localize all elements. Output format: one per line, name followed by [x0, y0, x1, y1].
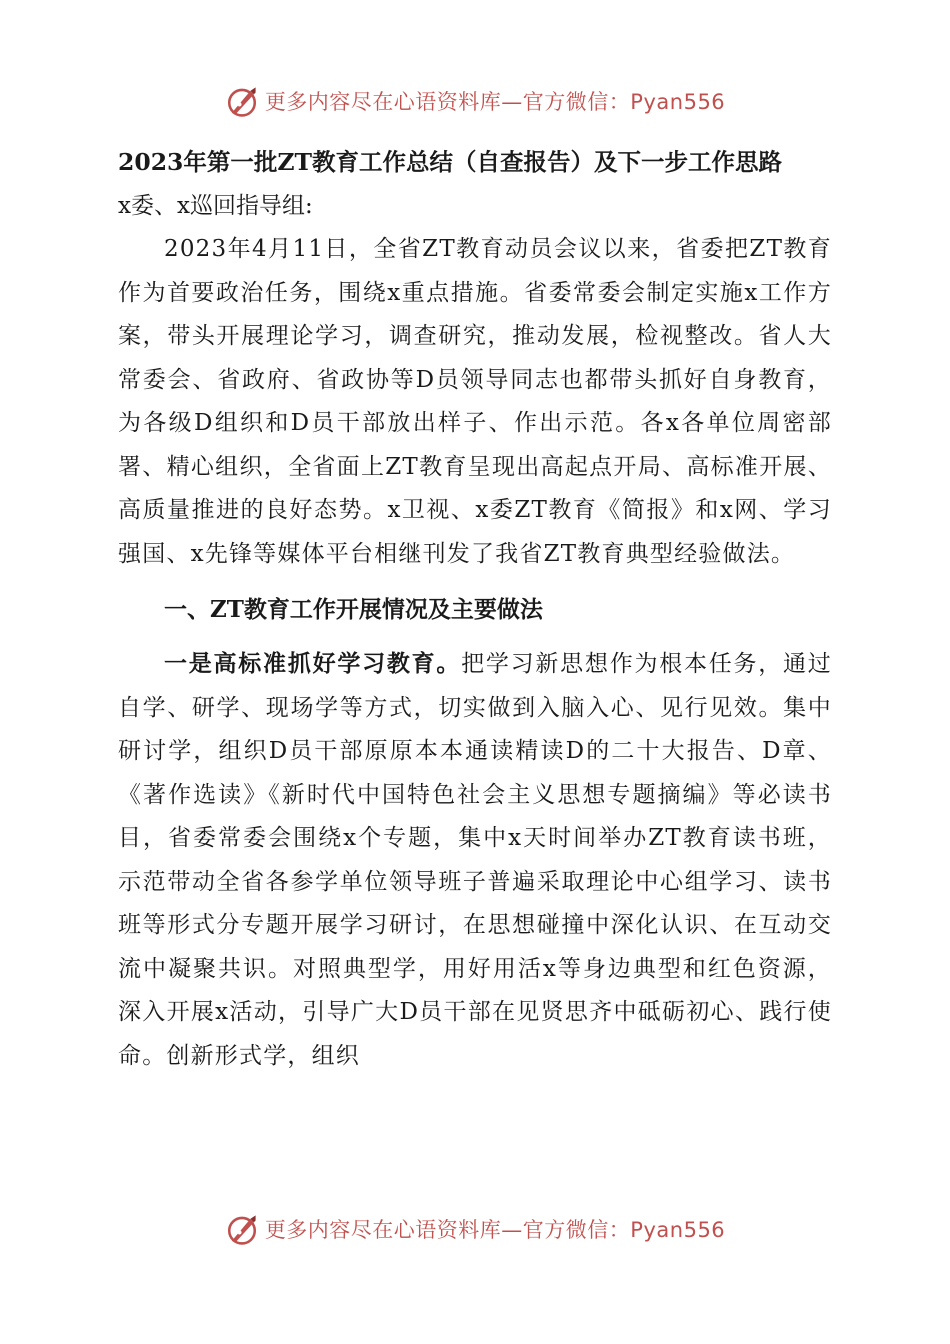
watermark-text: 更多内容尽在心语资料库—官方微信：Pyan556 — [264, 90, 726, 114]
section-paragraph — [118, 642, 832, 1078]
watermark-header — [0, 84, 950, 118]
pen-nib-logo-icon — [225, 1212, 259, 1246]
watermark-text: 更多内容尽在心语资料库—官方微信：Pyan556 — [264, 1218, 726, 1242]
intro-paragraph: 2023年4月11日，全省ZT教育动员会议以来，省委把ZT教育作为首要政治任务，围绕x重点措施。省委常委会制定实施x工作方案，带头开展理论学习，调查研究，推动发展，检视整改。省人大常委会、省政府、省政协等D员领导同志也都带头抓好自身教育，为各级D组织和D员干部放出样子、作出示范。各x各单位周密部署、精心组织，全省面上ZT教育呈现出高起点开局、高标准开展、高质量推进的良好态势。x卫视、x委ZT教育《简报》和x网、学习强国、x先锋等媒体平台相继刊发了我省ZT教育典型经验做法。 — [118, 236, 832, 567]
document-title: 2023年第一批ZT教育工作总结（自查报告）及下一步工作思路 — [118, 148, 783, 176]
section-heading: 一、ZT教育工作开展情况及主要做法 — [164, 596, 543, 623]
watermark-footer — [0, 1212, 950, 1246]
salutation: x委、x巡回指导组: — [118, 193, 313, 219]
document-body — [118, 140, 832, 1078]
paragraph-body: 把学习新思想作为根本任务，通过自学、研学、现场学等方式，切实做到入脑入心、见行见效。集中研讨学，组织D员干部原原本本通读精读D的二十大报告、D章、《著作选读》《新时代中国特色社会主义思想专题摘编》等必读书目，省委常委会围绕x个专题，集中x天时间举办ZT教育读书班，示范带动全省各参学单位领导班子普遍采取理论中心组学习、读书班等形式分专题开展学习研讨，在思想碰撞中深化认识、在互动交流中凝聚共识。对照典型学，用好用活x等身边典型和红色资源，深入开展x活动，引导广大D员干部在见贤思齐中砥砺初心、践行使命。创新形式学，组织 — [118, 651, 832, 1069]
pen-nib-logo-icon — [225, 84, 259, 118]
paragraph-lead: 一是高标准抓好学习教育。 — [164, 650, 462, 677]
